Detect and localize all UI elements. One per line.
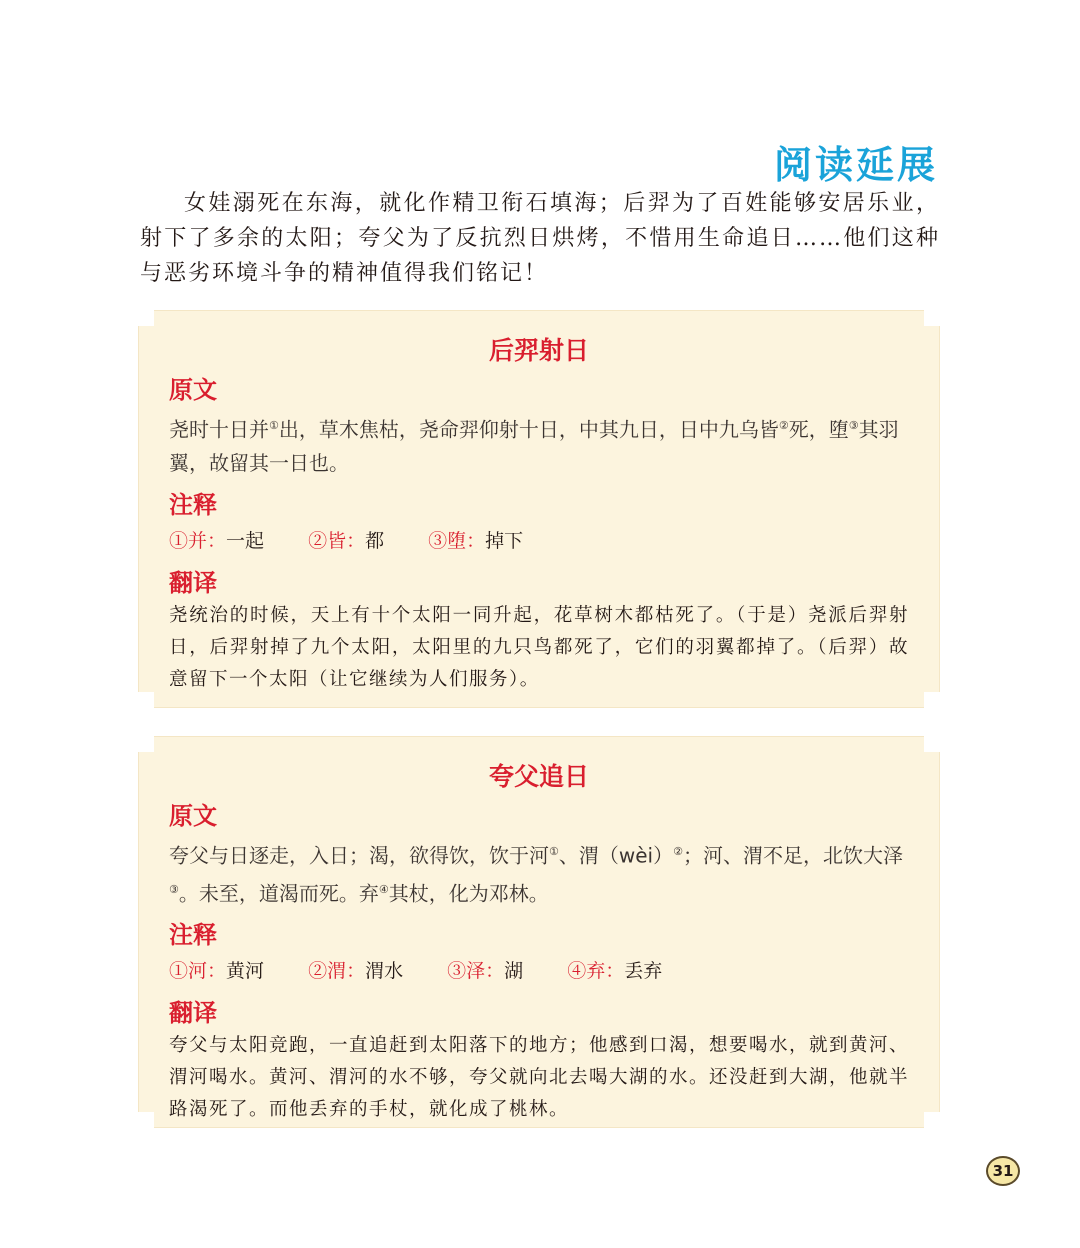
notes-list [169,954,939,988]
note-item: ③堕：掉下 [428,529,524,552]
note-item: ①并：一起 [169,529,265,552]
intro-paragraph: 女娃溺死在东海，就化作精卫衔石填海；后羿为了百姓能够安居乐业，射下了多余的太阳；夸父为了反抗烈日烘烤，不惜用生命追日……他们这种与恶劣环境斗争的精神值得我们铭记！ [140,191,940,286]
translation-heading: 翻译 [169,999,217,1028]
translation-text: 夸父与太阳竞跑，一直追赶到太阳落下的地方；他感到口渴，想要喝水，就到黄河、渭河喝水。黄河、渭河的水不够，夸父就向北去喝大湖的水。还没赶到大湖，他就半路渴死了。而他丢弃的手杖，就化成了桃林。 [169,1035,910,1121]
note-item: ②皆：都 [308,529,385,552]
notes-heading: 注释 [169,921,217,950]
original-text: 尧时十日并①出，草木焦枯，尧命羿仰射十日，中其九日，日中九乌皆②死，堕③其羽翼，故留其一日也。 [169,417,899,475]
original-text: 夸父与日逐走，入日；渴，欲得饮，饮于河①、渭（wèi）②；河、渭不足，北饮大泽③。未至，道渴而死。弃④其杖，化为邓林。 [169,843,903,906]
story-card-houyi [138,310,940,708]
note-item: ③泽：湖 [447,960,524,983]
original-heading: 原文 [169,802,217,830]
page-title: 阅读延展 [773,143,938,187]
note-item: ①河：黄河 [169,960,265,983]
notes-heading: 注释 [169,490,217,519]
story-title: 夸父追日 [488,762,589,791]
translation-text: 尧统治的时候，天上有十个太阳一同升起，花草树木都枯死了。（于是）尧派后羿射日，后羿射掉了九个太阳，太阳里的九只鸟都死了，它们的羽翼都掉了。（后羿）故意留下一个太阳（让它继续为人们服务）。 [169,604,909,690]
story-title: 后羿射日 [488,336,589,365]
original-heading: 原文 [169,376,217,404]
story-card-kuafu [138,736,940,1128]
notes-list [169,524,939,558]
note-item: ②渭：渭水 [308,960,404,983]
note-item: ④弃：丢弃 [567,960,663,983]
page-number: 31 [986,1156,1020,1186]
translation-heading: 翻译 [169,568,217,597]
